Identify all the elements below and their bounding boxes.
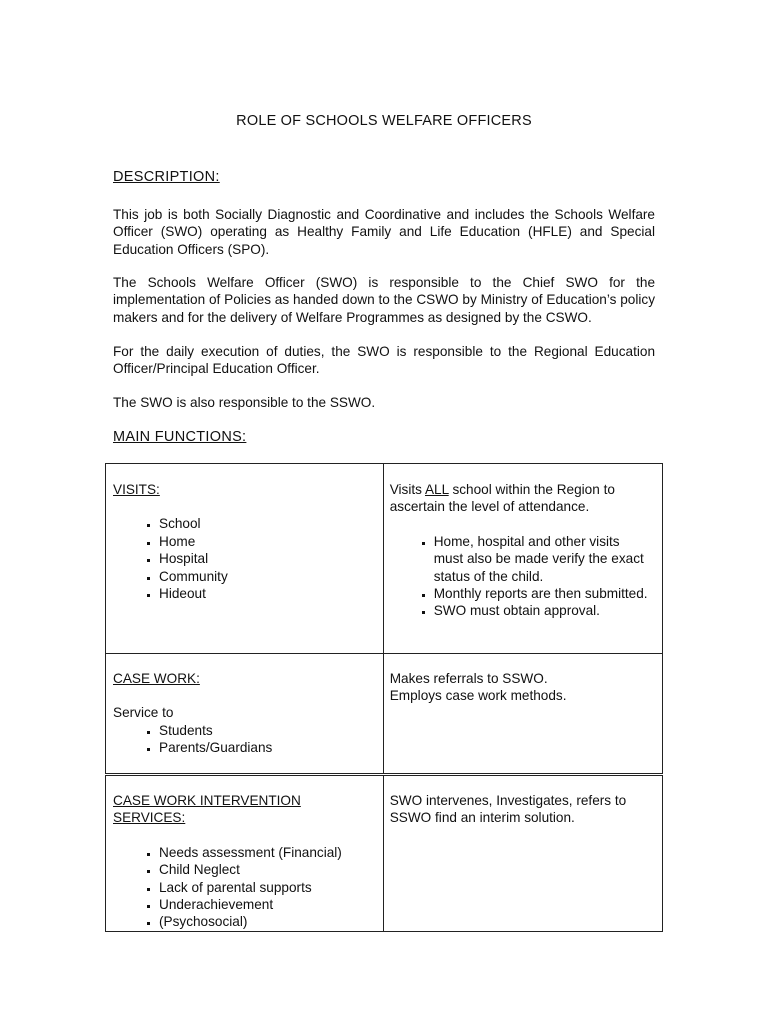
list-item: ▪ Monthly reports are then submitted. (434, 585, 650, 602)
visits-heading: VISITS: (113, 482, 160, 497)
list-item: ▪ SWO must obtain approval. (434, 602, 650, 619)
paragraph-3: For the daily execution of duties, the SWO is responsible to the Regional Education Officer/Principal Education Officer. (113, 344, 655, 377)
paragraph-1: This job is both Socially Diagnostic and Coordinative and includes the Schools Welfare Officer (SWO) operating as Healthy Family and Life Education (HFLE) and Special Education Officers (SPO). (113, 207, 655, 257)
list-item: ▪ Hospital (159, 550, 383, 567)
intervention-list (106, 844, 383, 931)
list-item: ▪ Child Neglect (159, 861, 383, 878)
intervention-left-cell (106, 775, 384, 932)
table-row-case-work (106, 654, 663, 775)
case-work-intro: Service to (113, 705, 174, 721)
visits-notes-list (381, 533, 650, 620)
paragraph-4: The SWO is also responsible to the SSWO. (113, 395, 376, 410)
case-work-line-1: Makes referrals to SSWO. (389, 671, 548, 686)
list-item: ▪ Home (159, 533, 383, 550)
paragraph-2: The Schools Welfare Officer (SWO) is responsible to the Chief SWO for the implementation of Policies as handed down to the CSWO by Ministry of Education’s policy makers and for the delivery of Welfare Programmes as designed by the CSWO. (113, 275, 655, 325)
intervention-description: SWO intervenes, Investigates, refers to SSWO find an interim solution. (389, 793, 627, 826)
list-item: ▪ Underachievement (159, 896, 383, 913)
list-item: ▪ Parents/Guardians (159, 739, 383, 756)
visits-description-end: school within the Region to ascertain the level of attendance. (389, 482, 615, 515)
case-work-left-cell (106, 654, 384, 775)
list-item: ▪ Lack of parental supports (159, 879, 383, 896)
intervention-right-cell (383, 775, 662, 932)
list-item: ▪ Hideout (159, 585, 383, 602)
document-title: ROLE OF SCHOOLS WELFARE OFFICERS (236, 113, 532, 129)
list-item: ▪ (Psychosocial) (159, 913, 383, 930)
visits-description (390, 481, 650, 516)
table-row-visits (106, 464, 663, 654)
table-row-intervention (106, 775, 663, 932)
main-functions-heading: MAIN FUNCTIONS: (113, 429, 247, 445)
list-item: ▪ School (159, 515, 383, 532)
functions-table (105, 463, 663, 932)
case-work-list (106, 722, 383, 757)
visits-description-start: Visits (389, 482, 425, 497)
case-work-heading: CASE WORK: (113, 671, 200, 686)
list-item: ▪ Students (159, 722, 383, 739)
visits-right-cell (383, 464, 662, 654)
description-heading: DESCRIPTION: (113, 169, 220, 185)
list-item: ▪ Needs assessment (Financial) (159, 844, 383, 861)
case-work-right-cell (383, 654, 662, 775)
visits-left-cell (106, 464, 384, 654)
case-work-line-2: Employs case work methods. (389, 688, 567, 704)
intervention-heading: CASE WORK INTERVENTION SERVICES: (113, 793, 301, 826)
visits-list (106, 515, 383, 602)
list-item: ▪ Home, hospital and other visits must also be made verify the exact status of the child. (434, 533, 650, 585)
list-item: ▪ Community (159, 568, 383, 585)
visits-description-emphasis: ALL (424, 482, 449, 497)
